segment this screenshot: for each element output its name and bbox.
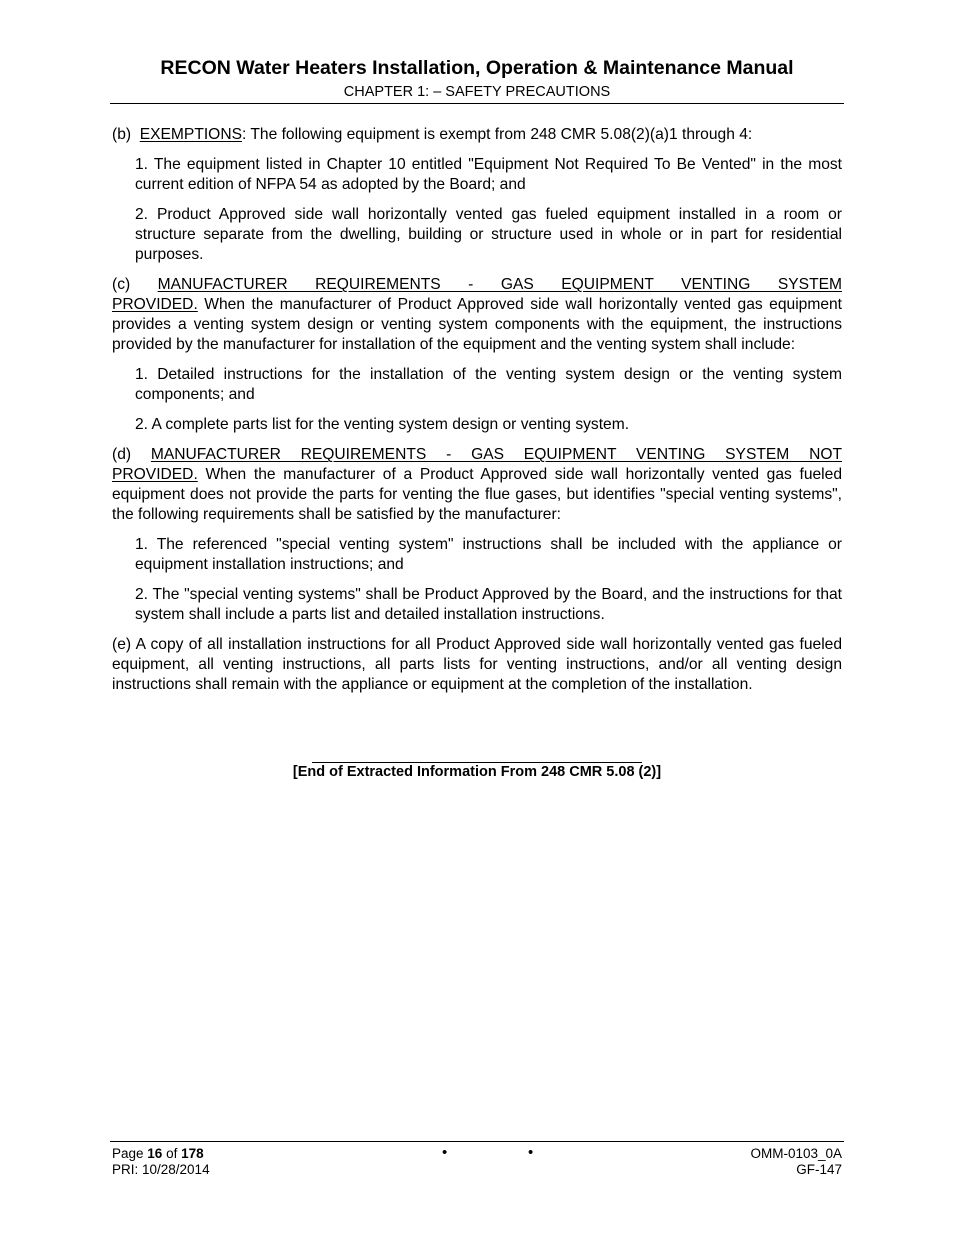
page-header <box>110 56 844 101</box>
document-body <box>112 125 842 705</box>
section-c-item-1: 1. Detailed instructions for the installation of the venting system design or the venting system components; and <box>135 365 842 403</box>
form-number: GF-147 <box>796 1162 842 1177</box>
document-number: OMM-0103_0A <box>750 1146 842 1161</box>
section-c-heading-end: PROVIDED. <box>112 296 198 314</box>
header-divider <box>110 103 844 104</box>
section-d-label: (d) <box>112 446 132 464</box>
section-d-text: When the manufacturer of a Product Approved side wall horizontally vented gas fueled equipment does not provide the parts for venting the flue gases, but identifies "special venting systems", the following requirements shall be satisfied by the manufacturer: <box>112 466 842 523</box>
section-b-item-1: 1. The equipment listed in Chapter 10 entitled "Equipment Not Required To Be Vented" in the most current edition of NFPA 54 as adopted by the Board; and <box>135 156 842 194</box>
section-c-label: (c) <box>112 276 131 294</box>
section-c-text: When the manufacturer of Product Approved side wall horizontally vented gas equipment provides a venting system design or venting system components with the equipment, the instructions provided by the manufacturer for installation of the equipment and the venting system shall include: <box>112 296 842 353</box>
section-d-heading-line <box>112 445 842 465</box>
section-b <box>112 125 842 145</box>
footer-right <box>750 1146 842 1178</box>
section-e: (e) A copy of all installation instructions for all Product Approved side wall horizontally vented gas fueled equipment, all venting instructions, all parts lists for venting instructions, and/or all venting design instructions shall remain with the appliance or equipment at the completion of the installation. <box>112 636 842 693</box>
footer-left <box>112 1146 210 1178</box>
end-note: [End of Extracted Information From 248 CMR 5.08 (2)] <box>292 764 662 780</box>
page-number: 16 <box>147 1146 163 1161</box>
page-indicator <box>112 1146 210 1162</box>
section-c <box>112 275 842 354</box>
footer-bullet-2: • <box>528 1144 534 1161</box>
section-c-item-2: 2. A complete parts list for the venting system design or venting system. <box>135 416 630 434</box>
page-total: 178 <box>181 1146 204 1161</box>
page-of: of <box>162 1146 182 1161</box>
section-d-heading-end: PROVIDED. <box>112 466 198 484</box>
section-b-heading: EXEMPTIONS <box>139 126 242 143</box>
section-d-item-2: 2. The "special venting systems" shall be Product Approved by the Board, and the instructions for that system shall include a parts list and detailed installation instructions. <box>135 586 842 623</box>
section-c-heading-line <box>112 275 842 295</box>
section-d <box>112 445 842 524</box>
section-b-item-2: 2. Product Approved side wall horizontally vented gas fueled equipment installed in a room or structure separate from the dwelling, building or structure used in whole or in part for residential purposes. <box>135 206 842 263</box>
section-b-label: (b) <box>112 126 132 143</box>
footer-bullet-1: • <box>442 1144 448 1161</box>
section-c-heading: MANUFACTURER REQUIREMENTS - GAS EQUIPMENT VENTING SYSTEM <box>157 276 842 294</box>
pri-date: PRI: 10/28/2014 <box>112 1162 210 1177</box>
footer-divider <box>110 1141 844 1142</box>
manual-title: RECON Water Heaters Installation, Operation & Maintenance Manual <box>160 57 794 79</box>
section-b-text: : The following equipment is exempt from 248 CMR 5.08(2)(a)1 through 4: <box>241 126 753 143</box>
chapter-heading: CHAPTER 1: – SAFETY PRECAUTIONS <box>343 84 611 100</box>
page-prefix: Page <box>112 1146 148 1161</box>
section-d-item-1: 1. The referenced "special venting system" instructions shall be included with the appliance or equipment installation instructions; and <box>135 536 842 573</box>
end-note-divider <box>312 762 642 763</box>
section-d-heading: MANUFACTURER REQUIREMENTS - GAS EQUIPMENT VENTING SYSTEM NOT <box>150 446 842 464</box>
